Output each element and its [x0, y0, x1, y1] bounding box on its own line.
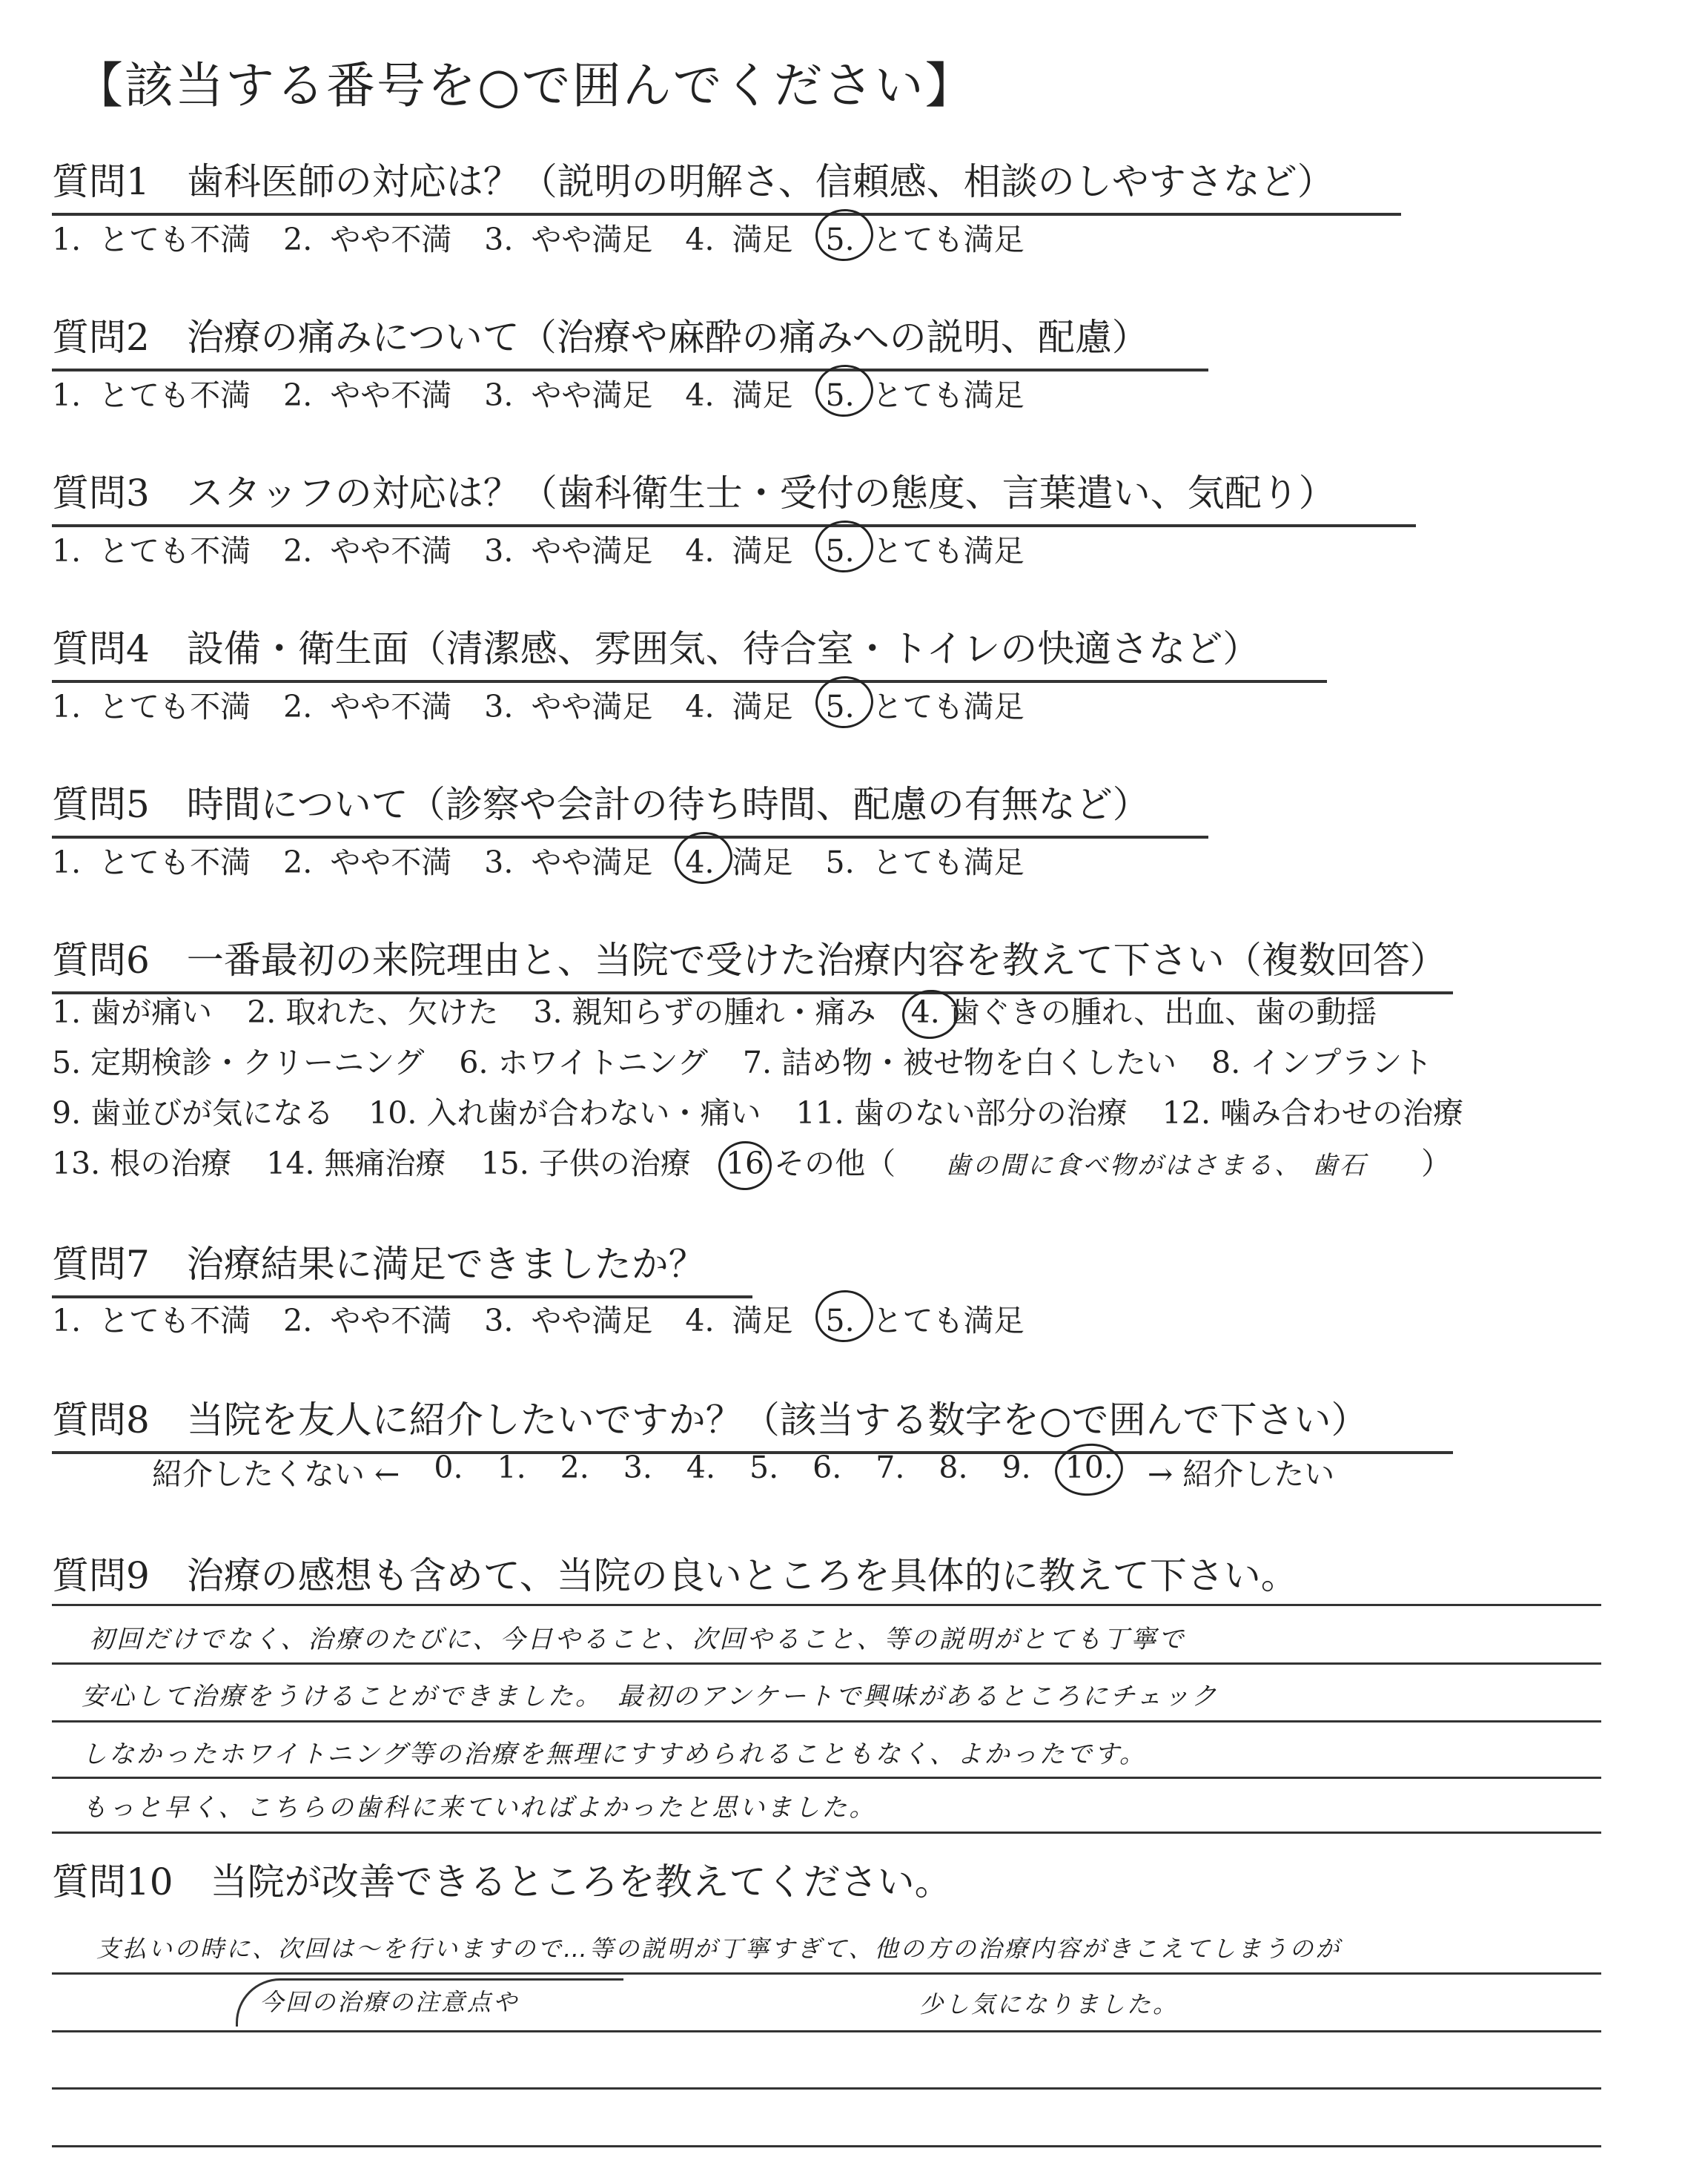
q8-value-10[interactable]: 10.	[1065, 1450, 1113, 1493]
q8-right-label: → 紹介したい	[1147, 1456, 1335, 1492]
q7-option-3[interactable]: 3. やや満足	[484, 1303, 653, 1338]
q8-left-label: 紹介したくない ←	[152, 1456, 400, 1492]
q8-value-8[interactable]: 8.	[939, 1450, 968, 1485]
q6-option-9[interactable]: 9. 歯並びが気になる	[52, 1095, 334, 1131]
q6-option-1[interactable]: 1. 歯が痛い	[52, 994, 213, 1030]
answer-line	[52, 1720, 1601, 1723]
q3-option-5[interactable]: 5. とても満足	[826, 526, 1025, 570]
question-2-options	[52, 371, 1057, 415]
selection-circle	[812, 362, 875, 420]
question-7-options	[52, 1296, 1057, 1340]
question-2-heading: 質問2 治療の痛みについて（治療や麻酔の痛みへの説明、配慮）	[52, 308, 1208, 371]
selection-circle	[1052, 1440, 1125, 1499]
q3-option-3[interactable]: 3. やや満足	[484, 533, 653, 569]
q2-option-3[interactable]: 3. やや満足	[484, 377, 653, 413]
q7-option-4[interactable]: 4. 満足	[685, 1303, 793, 1338]
q1-option-4[interactable]: 4. 満足	[685, 222, 793, 257]
q8-value-6[interactable]: 6.	[812, 1450, 842, 1485]
q5-option-3[interactable]: 3. やや満足	[484, 845, 653, 880]
q6-option-11[interactable]: 11. 歯のない部分の治療	[795, 1095, 1128, 1131]
q5-option-2[interactable]: 2. やや不満	[283, 845, 452, 880]
q8-value-7[interactable]: 7.	[875, 1450, 905, 1485]
q6-option-7[interactable]: 7. 詰め物・被せ物を白くしたい	[742, 1045, 1177, 1080]
q8-value-2[interactable]: 2.	[560, 1450, 589, 1485]
q8-value-1[interactable]: 1.	[497, 1450, 526, 1485]
q9-answer-line-1: 初回だけでなく、治療のたびに、今日やること、次回やること、等の説明がとても丁寧で	[89, 1625, 1186, 1654]
q3-option-2[interactable]: 2. やや不満	[283, 533, 452, 569]
question-9-heading: 質問9 治療の感想も含めて、当院の良いところを具体的に教えて下さい。	[52, 1554, 1298, 1597]
q6-option-10[interactable]: 10. 入れ歯が合わない・痛い	[368, 1095, 761, 1131]
q2-option-5[interactable]: 5. とても満足	[826, 371, 1025, 415]
selection-circle	[672, 829, 735, 887]
q3-option-4[interactable]: 4. 満足	[685, 533, 793, 569]
question-1-options	[52, 215, 1057, 259]
q5-option-4[interactable]: 4. 満足	[685, 838, 792, 882]
q6-option-2[interactable]: 2. 取れた、欠けた	[247, 994, 499, 1030]
question-4-options	[52, 682, 1057, 726]
q6-option-8[interactable]: 8. インプラント	[1211, 1045, 1433, 1080]
answer-line	[52, 2030, 1601, 2032]
q2-option-4[interactable]: 4. 満足	[685, 377, 793, 413]
q2-option-2[interactable]: 2. やや不満	[283, 377, 452, 413]
question-7-heading: 質問7 治療結果に満足できましたか？	[52, 1235, 752, 1298]
q6-option-16[interactable]: 16 その他（	[726, 1146, 896, 1181]
question-5-heading: 質問5 時間について（診察や会計の待ち時間、配慮の有無など）	[52, 775, 1208, 839]
answer-line	[52, 1972, 1601, 1975]
question-1-heading: 質問1 歯科医師の対応は？（説明の明解さ、信頼感、相談のしやすさなど）	[52, 152, 1401, 216]
answer-line	[52, 1662, 1601, 1665]
q6-option-12[interactable]: 12. 噛み合わせの治療	[1162, 1095, 1464, 1131]
question-8-heading: 質問8 当院を友人に紹介したいですか？（該当する数字を○で囲んで下さい）	[52, 1390, 1453, 1454]
q7-option-1[interactable]: 1. とても不満	[52, 1303, 251, 1338]
q1-option-2[interactable]: 2. やや不満	[283, 222, 452, 257]
q4-option-2[interactable]: 2. やや不満	[283, 689, 452, 724]
q6-option-5[interactable]: 5. 定期検診・クリーニング	[52, 1045, 425, 1080]
answer-line	[52, 1832, 1601, 1834]
q6-option-6[interactable]: 6. ホワイトニング	[459, 1045, 708, 1080]
q6-row-1	[52, 988, 1402, 1031]
question-6-heading: 質問6 一番最初の来院理由と、当院で受けた治療内容を教えて下さい（複数回答）	[52, 931, 1453, 994]
q6-option-4[interactable]: 4. 歯ぐきの腫れ、出血、歯の動揺	[911, 994, 1377, 1030]
answer-line	[52, 2145, 1601, 2147]
q3-option-1[interactable]: 1. とても不満	[52, 533, 251, 569]
question-5-options	[52, 838, 1057, 882]
selection-circle	[812, 1287, 875, 1345]
q8-value-0[interactable]: 0.	[434, 1450, 463, 1485]
answer-line	[52, 2087, 1601, 2090]
q6-other-answer: 歯の間に食べ物がはさまる、 歯石	[945, 1151, 1367, 1180]
answer-line	[52, 1777, 1601, 1779]
question-4-heading: 質問4 設備・衛生面（清潔感、雰囲気、待合室・トイレの快適さなど）	[52, 619, 1327, 683]
q7-option-2[interactable]: 2. やや不満	[283, 1303, 452, 1338]
q10-answer-line-2: 少し気になりました。	[919, 1990, 1179, 2018]
q6-close-paren: ）	[1421, 1146, 1452, 1181]
question-8-scale	[152, 1450, 1334, 1493]
q4-option-5[interactable]: 5. とても満足	[826, 682, 1025, 726]
q1-option-3[interactable]: 3. やや満足	[484, 222, 653, 257]
q4-option-1[interactable]: 1. とても不満	[52, 689, 251, 724]
q6-row-2	[52, 1038, 1457, 1082]
question-10-heading: 質問10 当院が改善できるところを教えてください。	[52, 1860, 952, 1903]
q6-option-13[interactable]: 13. 根の治療	[52, 1146, 232, 1181]
q8-value-9[interactable]: 9.	[1002, 1450, 1031, 1485]
q5-option-1[interactable]: 1. とても不満	[52, 845, 251, 880]
q8-value-4[interactable]: 4.	[686, 1450, 716, 1485]
q8-value-3[interactable]: 3.	[623, 1450, 652, 1485]
q9-answer-line-4: もっと早く、こちらの歯科に来ていればよかったと思いました。	[82, 1793, 877, 1823]
q10-answer-insert: 今回の治療の注意点や	[259, 1988, 520, 2016]
q8-value-5[interactable]: 5.	[749, 1450, 779, 1485]
q6-option-14[interactable]: 14. 無痛治療	[266, 1146, 446, 1181]
q9-answer-line-3: しなかったホワイトニング等の治療を無理にすすめられることもなく、よかったです。	[82, 1740, 1147, 1769]
selection-circle	[812, 673, 875, 731]
question-3-options	[52, 526, 1057, 570]
q2-option-1[interactable]: 1. とても不満	[52, 377, 251, 413]
q6-row-3	[52, 1089, 1489, 1132]
q1-option-1[interactable]: 1. とても不満	[52, 222, 251, 257]
q4-option-3[interactable]: 3. やや満足	[484, 689, 653, 724]
q7-option-5[interactable]: 5. とても満足	[826, 1296, 1025, 1340]
q6-option-3[interactable]: 3. 親知らずの腫れ・痛み	[533, 994, 876, 1030]
question-3-heading: 質問3 スタッフの対応は？（歯科衛生士・受付の態度、言葉遣い、気配り）	[52, 463, 1416, 527]
answer-line	[52, 1604, 1601, 1606]
q4-option-4[interactable]: 4. 満足	[685, 689, 793, 724]
page-title: 【該当する番号を○で囲んでください】	[74, 57, 976, 114]
q6-option-15[interactable]: 15. 子供の治療	[480, 1146, 691, 1181]
q1-option-5[interactable]: 5. とても満足	[826, 215, 1025, 259]
q9-answer-line-2: 安心して治療をうけることができました。 最初のアンケートで興味があるところにチェック	[82, 1682, 1219, 1711]
q10-answer-line-1: 支払いの時に、次回は〜を行いますので…等の説明が丁寧すぎて、他の方の治療内容がきこえてしまうのが	[96, 1935, 1342, 1963]
q5-option-5[interactable]: 5. とても満足	[825, 845, 1025, 880]
selection-circle	[812, 206, 875, 264]
q6-row-4	[52, 1139, 1452, 1183]
selection-circle	[812, 518, 875, 575]
